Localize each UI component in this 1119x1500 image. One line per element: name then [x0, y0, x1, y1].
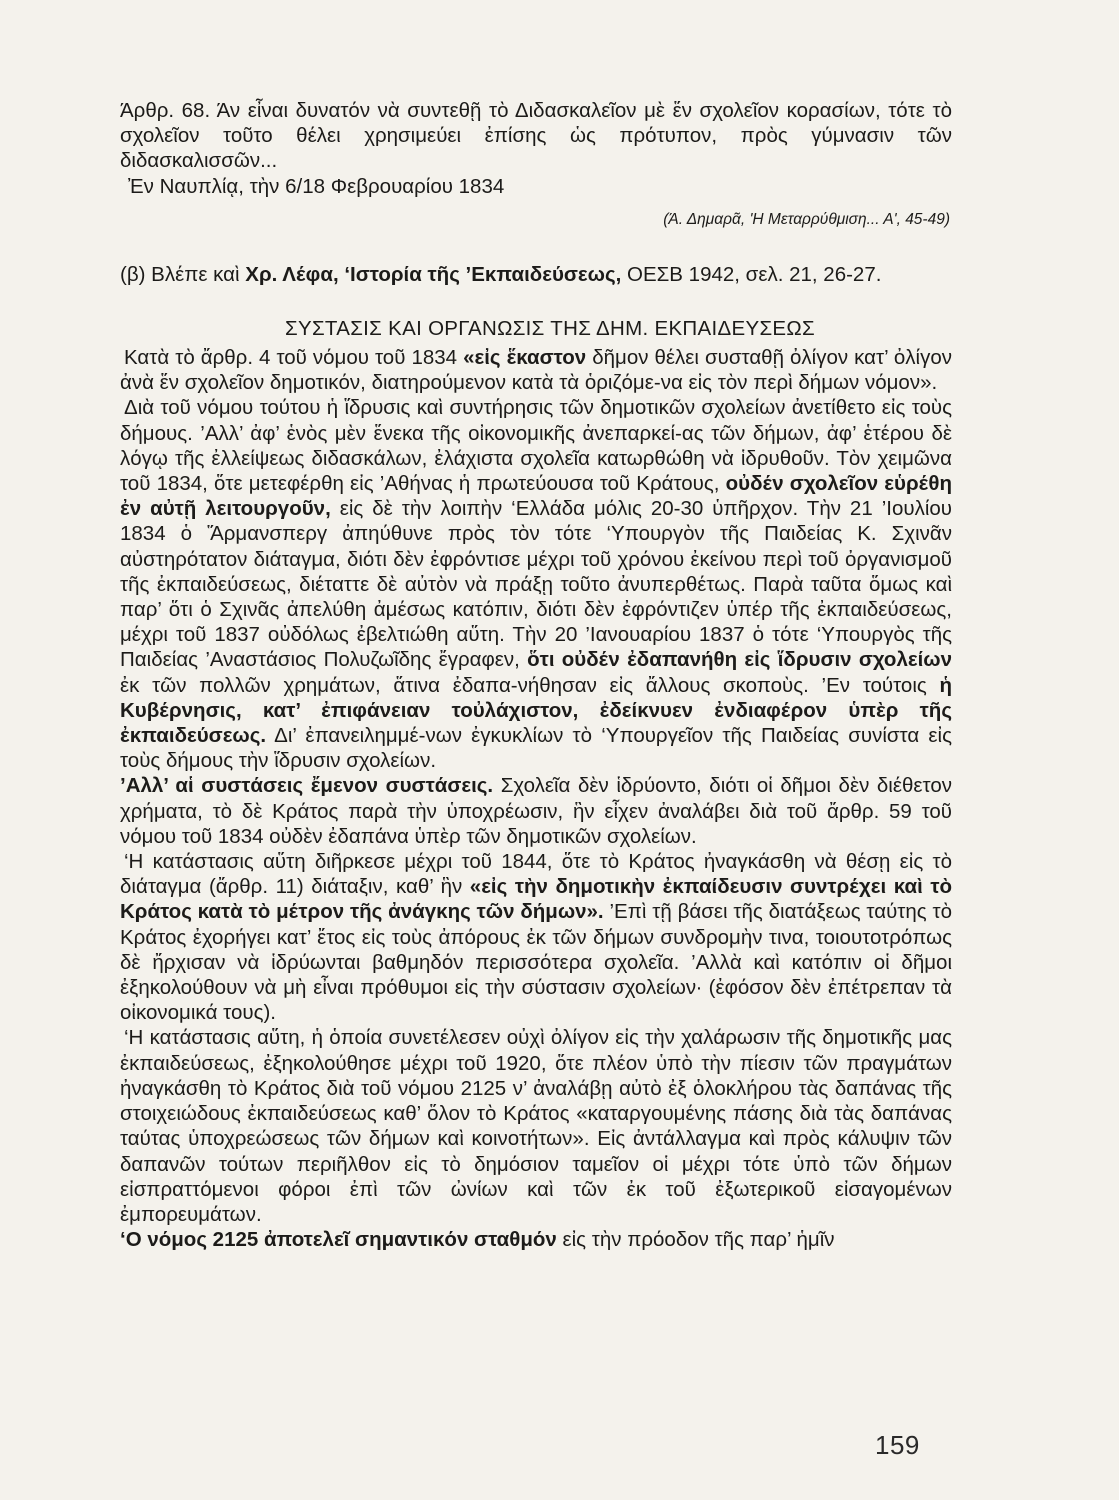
- paragraph-segment: δῆμον θέλει συσταθῇ ὀλίγον κατ’ ὀλίγον ἀνὰ ἕν σχολεῖον δημοτικόν, διατηρούμενον κατὰ τὰ ὁριζόμε-να εἰς τὸν περὶ δήμων νόμον».: [120, 346, 952, 395]
- article-68-place-date: Ἐν Ναυπλίᾳ, τὴν 6/18 Φεβρουαρίου 1834: [128, 174, 505, 198]
- paragraph-3: [120, 773, 952, 849]
- paragraph-segment: εἰς δὲ τὴν λοιπὴν ‘Ελλάδα μόλις 20-30 ὑπῆρχον. Τὴν 21 ’Ιουλίου 1834 ὁ Ἅρμανσπεργ ἀπηύθυνε πρὸς τὸν τότε ‘Υπουργὸν τῆς Παιδείας Κ. Σχινᾶν αὐστηρότατον διάταγμα, διότι δὲν ἐφρόντισε μέχρι τοῦ χρόνου ἐκείνου περὶ τοῦ ὀργανισμοῦ τῆς ἐκπαιδεύσεως, διέταττε δὲ αὐτὸν νὰ πράξῃ τοῦτο ἀνυπερθέτως. Παρὰ ταῦτα ὅμως καὶ παρ’ ὅτι ὁ Σχινᾶς ἀπελύθη ἀμέσως κατόπιν, διότι δὲν ἐφρόντιζεν ὑπέρ τῆς ἐκπαιδεύσεως, μέχρι τοῦ 1837 οὐδόλως ἐβελτιώθη αὕτη. Τὴν 20 ’Ιανουαρίου 1837 ὁ τότε ‘Υπουργὸς τῆς Παιδείας ’Αναστάσιος Πολυζωῖδης ἔγραφεν,: [120, 497, 952, 672]
- reference-segment: (β) Βλέπε καὶ: [120, 263, 246, 286]
- paragraph-1: [120, 345, 952, 395]
- reference-segment-bold: Χρ. Λέφα, ‘Ιστορία τῆς ’Εκπαιδεύσεως,: [245, 263, 622, 286]
- paragraph-segment-bold: ‘Ο νόμος 2125 ἀποτελεῖ σημαντικόν σταθμόν: [120, 1228, 557, 1252]
- paragraph-4: [120, 849, 952, 1025]
- body-text: [120, 345, 952, 1252]
- paragraph-segment: Σχολεῖα δὲν ἱδρύοντο, διότι οἱ δῆμοι δὲν διέθετον χρήματα, τὸ δὲ Κράτος παρὰ τὴν ὑποχρέωσιν, ἣν εἶχεν ἀναλάβει διὰ τοῦ ἄρθρ. 59 τοῦ νόμου τοῦ 1834 οὐδὲν ἐδαπάνα ὑπὲρ τῶν δημοτικῶν σχολείων.: [120, 774, 953, 848]
- reference-segment: ΟΕΣΒ 1942, σελ. 21, 26-27.: [621, 263, 882, 286]
- paragraph-segment: εἰς τὴν πρόοδον τῆς παρ’ ἡμῖν: [556, 1228, 835, 1252]
- reference-note: [120, 262, 952, 287]
- paragraph-segment: ‘Η κατάστασις αὕτη, ἡ ὁποία συνετέλεσεν οὐχὶ ὀλίγον εἰς τὴν χαλάρωσιν τῆς δημοτικῆς μας ἐκπαιδεύσεως, ἐξηκολούθησε μέχρι τοῦ 1920, ὅτε πλέον ὑπὸ τὴν πίεσιν τῶν πραγμάτων ἠναγκάσθη τὸ Κράτος διὰ τοῦ νόμου 2125 ν’ ἀναλάβῃ αὐτὸ ἐξ ὁλοκλήρου τὰς δαπάνας τῆς στοιχειώδους ἐκπαιδεύσεως καθ’ ὅλον τὸ Κράτος «καταργουμένης πάσης διὰ τὰς δαπάνας ταύτας ὑποχρεώσεως τῶν δήμων καὶ κοινοτήτων». Εἰς ἀντάλλαγμα καὶ πρὸς κάλυψιν τῶν δαπανῶν τούτων περιῆλθον εἰς τὸ δημόσιον ταμεῖον οἱ μέχρι τότε ὑπὸ τῶν δήμων εἰσπραττόμενοι φόροι ἐπὶ τῶν ὠνίων καὶ τῶν ἐκ τοῦ ἐξωτερικοῦ εἰσαγομένων ἐμπορευμάτων.: [120, 1026, 952, 1226]
- paragraph-segment: Κατὰ τὸ ἄρθρ. 4 τοῦ νόμου τοῦ 1834: [124, 346, 464, 369]
- article-68-quote: [120, 98, 952, 232]
- paragraph-segment: ἐκ τῶν πολλῶν χρημάτων, ἅτινα ἐδαπα-νήθησαν εἰς ἄλλους σκοποὺς. ’Εν τούτοις: [120, 673, 940, 697]
- paragraph-segment-bold: «εἰς τὴν δημοτικὴν ἐκπαίδευσιν συντρέχει καὶ τὸ Κράτος κατὰ τὸ μέτρον τῆς ἀνάγκης τῶν δήμων».: [120, 875, 953, 924]
- paragraph-2: [120, 395, 952, 773]
- section-heading: ΣΥΣΤΑΣΙΣ ΚΑΙ ΟΡΓΑΝΩΣΙΣ ΤΗΣ ΔΗΜ. ΕΚΠΑΙΔΕΥΣΕΩΣ: [285, 317, 815, 340]
- paragraph-segment: Διὰ τοῦ νόμου τούτου ἡ ἵδρυσις καὶ συντήρησις τῶν δημοτικῶν σχολείων ἀνετίθετο εἰς τοὺς δήμους. ’Αλλ’ ἀφ’ ἑνὸς μὲν ἕνεκα τῆς οἰκονομικῆς ἀνεπαρκεί-ας τῶν δήμων, ἀφ’ ἑτέρου δὲ λόγῳ τῆς ἐλλείψεως διδασκάλων, ἐλάχιστα σχολεῖα κατωρθώθη νὰ ἱδρυθοῦν. Τὸν χειμῶνα τοῦ 1834, ὅτε μετεφέρθη εἰς ’Αθήνας ἡ πρωτεύουσα τοῦ Κράτους,: [120, 396, 952, 496]
- paragraph-5: [120, 1025, 952, 1227]
- paragraph-segment-bold: ὅτι οὐδέν ἐδαπανήθη εἰς ἵδρυσιν σχολείων: [527, 648, 952, 672]
- reference-line: [120, 262, 952, 287]
- paragraph-segment: ’Επὶ τῇ βάσει τῆς διατάξεως ταύτης τὸ Κράτος ἐχορήγει κατ’ ἔτος εἰς τοὺς ἀπόρους ἐκ τῶν δήμων συνδρομὴν τινα, τοιουτοτρόπως δὲ ἤρχισαν νὰ ἱδρύωνται βαθμηδόν περισσότερα σχολεῖα. ’Αλλὰ καὶ κατόπιν οἱ δῆμοι ἐξηκολούθουν νὰ μὴ εἶναι πρόθυμοι εἰς τὴν σύστασιν σχολείων· (ἐφόσον δὲν ἐπέτρεπαν τὰ οἰκονομικά τους).: [120, 900, 952, 1025]
- paragraph-6: [120, 1227, 952, 1252]
- paragraph-segment-bold: ’Αλλ’ αἱ συστάσεις ἔμενον συστάσεις.: [120, 774, 494, 798]
- article-68-citation: (Ά. Δημαρᾶ, 'Η Μεταρρύθμιση... Α', 45-49): [663, 210, 950, 228]
- page-number: 159: [875, 1430, 920, 1460]
- paragraph-segment-bold: ἡ Κυβέρνησις, κατ’ ἐπιφάνειαν τοὐλάχιστον, ἐδείκνυεν ἐνδιαφέρον ὑπὲρ τῆς ἐκπαιδεύσεως.: [120, 673, 952, 748]
- article-68-text: Άρθρ. 68. Άν εἶναι δυνατόν νὰ συντεθῇ τὸ Διδασκαλεῖον μὲ ἕν σχολεῖον κορασίων, τότε τὸ σχολεῖον τοῦτο θέλει χρησιμεύει ἐπίσης ὡς πρότυπον, πρὸς γύμνασιν τῶν διδασκαλισσῶν...: [120, 99, 952, 173]
- paragraph-segment: ‘Η κατάστασις αὕτη διῆρκεσε μέχρι τοῦ 1844, ὅτε τὸ Κράτος ἠναγκάσθη νὰ θέσῃ εἰς τὸ διάταγμα (ἄρθρ. 11) διάταξιν, καθ’ ἣν: [120, 850, 952, 899]
- paragraph-segment: Δι’ ἐπανειλημμέ-νων ἐγκυκλίων τὸ ‘Υπουργεῖον τῆς Παιδείας συνίστα εἰς τοὺς δήμους τὴν ἵδρυσιν σχολείων.: [120, 724, 952, 773]
- paragraph-segment-bold: οὐδέν σχολεῖον εὑρέθη ἐν αὐτῇ λειτουργοῦν,: [120, 472, 952, 521]
- paragraph-segment-bold: «εἰς ἕκαστον: [463, 346, 587, 369]
